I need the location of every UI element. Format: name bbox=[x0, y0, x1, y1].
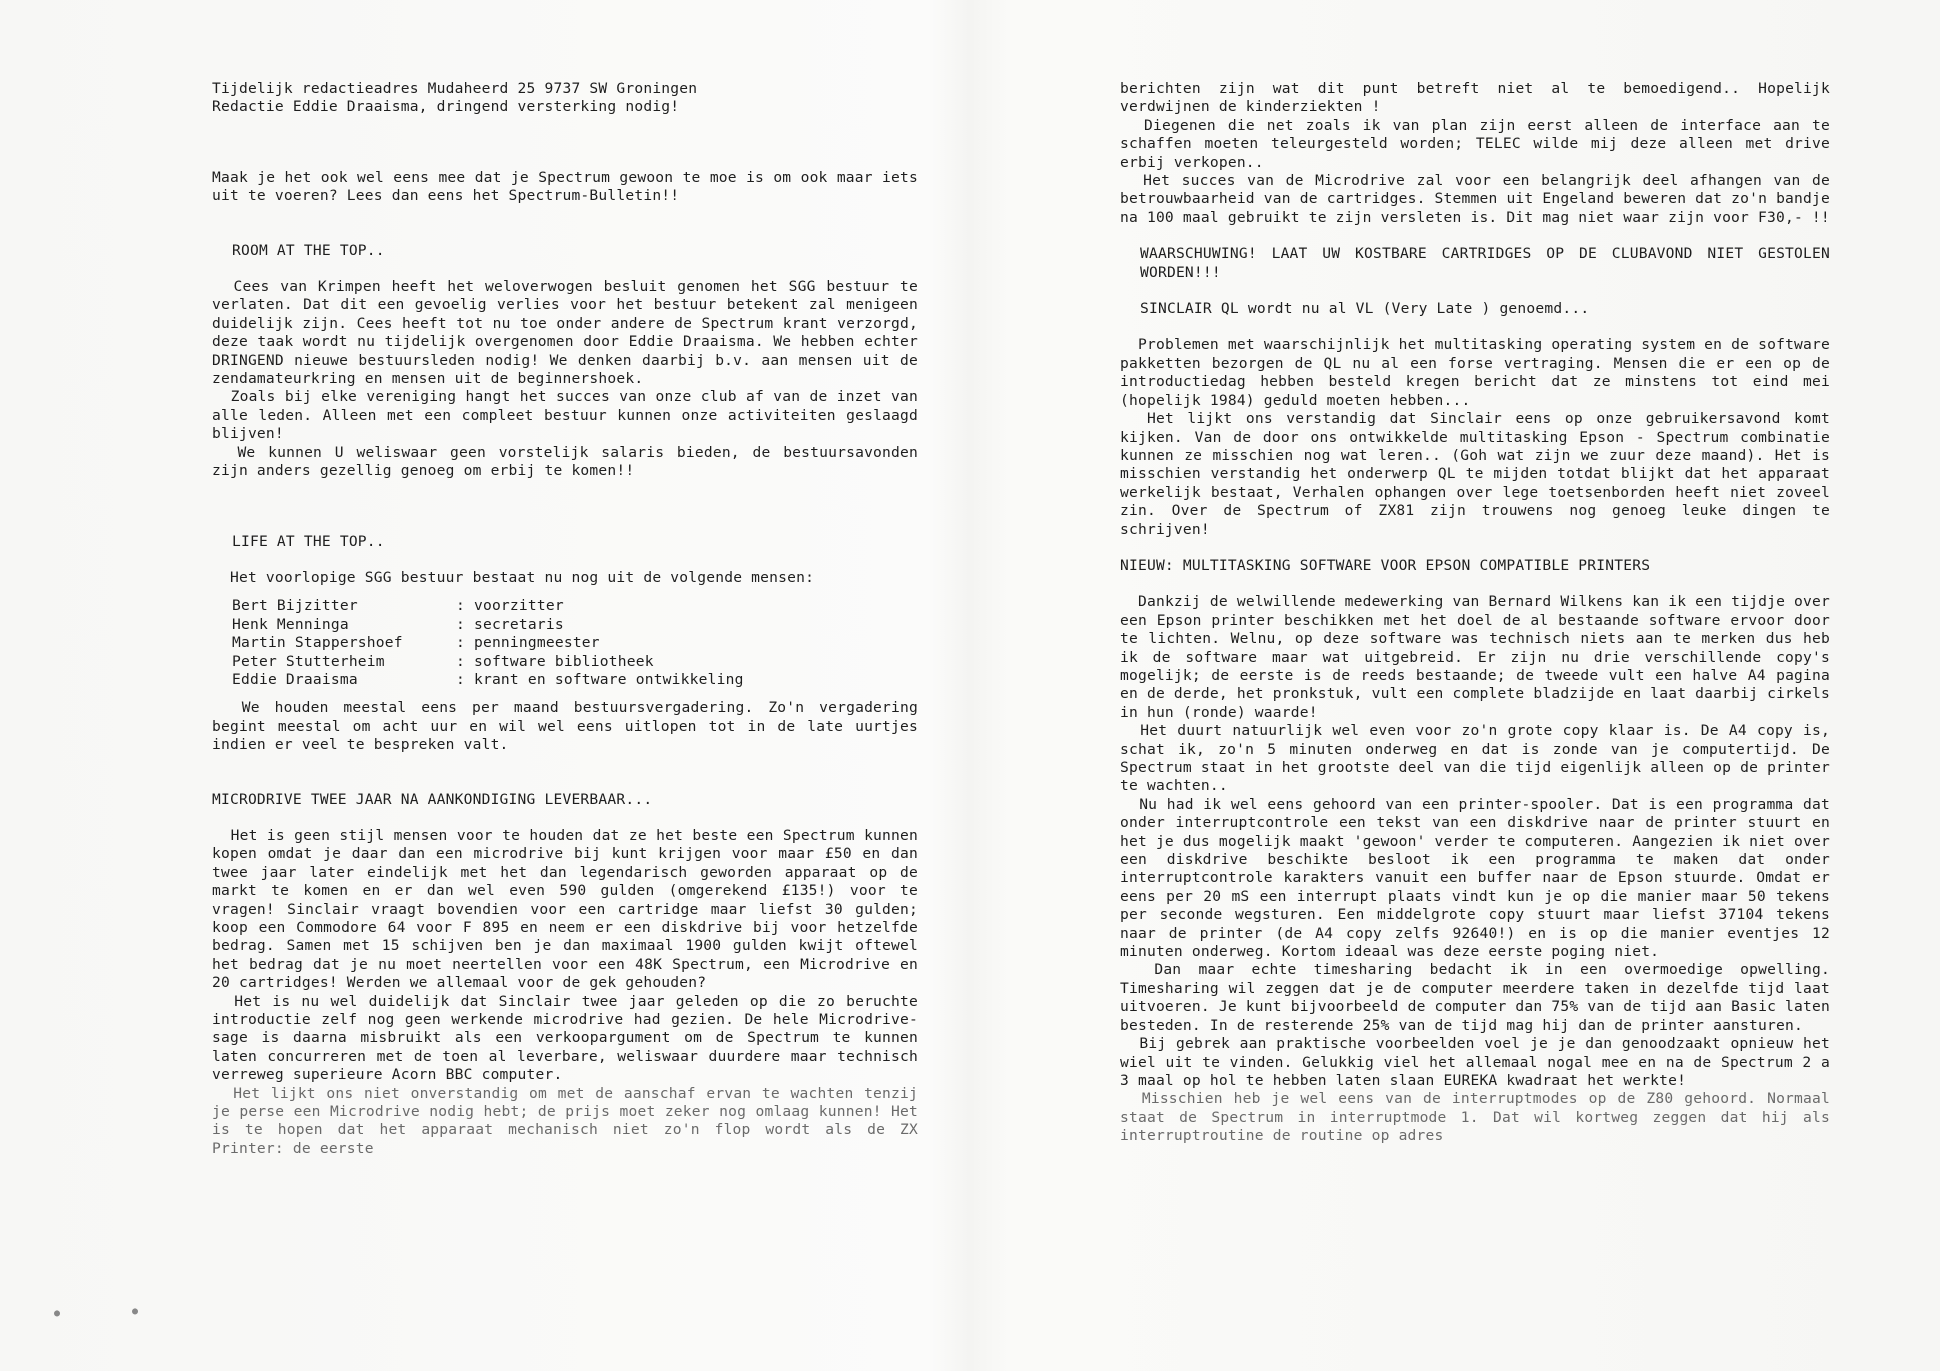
epson-paragraph-3: Nu had ik wel eens gehoord van een printer-spooler. Dat is een programma dat onder interruptcontrole een tekst van een diskdrive naar de printer stuurt en het je dus mogelijk maakt 'gewoon' verder te computeren. Aangezien ik niet over een diskdrive beschikte besloot ik een programma te maken dat onder interruptcontrole karakters vanuit een buffer naar de Epson stuurde. Omdat er eens per 20 mS een interrupt plaats vindt kun je op die manier maar 50 tekens per seconde wegsturen. Een middelgrote copy stuurt maar liefst 37104 tekens naar de printer (de A4 copy zelfs 92640!) en is op die manier eventjes 12 minuten onderweg. Kortom ideaal was deze eerste poging niet. bbox=[1120, 795, 1839, 961]
binding-hole-mark: ● bbox=[54, 1308, 61, 1319]
warning-notice: WAARSCHUWING! LAAT UW KOSTBARE CARTRIDGES OP DE CLUBAVOND NIET GESTOLEN WORDEN!!! bbox=[1140, 245, 1839, 281]
life-at-the-top-heading: LIFE AT THE TOP.. bbox=[232, 532, 385, 550]
epson-heading: NIEUW: MULTITASKING SOFTWARE VOOR EPSON COMPATIBLE PRINTERS bbox=[1120, 556, 1651, 574]
epson-paragraph-6: Misschien heb je wel eens van de interruptmodes op de Z80 gehoord. Normaal staat de Spectrum in interruptmode 1. Dat wil kortweg zeggen dat hij als interruptroutine de routine op adres bbox=[1120, 1090, 1839, 1145]
room-paragraph-1: Cees van Krimpen heeft het weloverwogen besluit genomen het SGG bestuur te verlaten. Dat dit een gevoelig verlies voor het bestuur betekent zal menigeen duidelijk zijn. Cees heeft tot nu toe onder andere de Spectrum krant verzorgd, deze taak wordt nu tijdelijk overgenomen door Eddie Draaisma. We hebben echter DRINGEND nieuwe bestuursleden nodig! We denken daarbij b.v. aan mensen uit de zendamateurkring en mensen uit de beginnershoek. bbox=[212, 278, 927, 388]
microdrive-paragraph-1: Het is geen stijl mensen voor te houden dat ze het beste een Spectrum kunnen kopen omdat je daar dan een microdrive bij kunt krijgen voor maar £50 en dan twee jaar later eindelijk met het dan legendarisch geworden apparaat op de markt te komen en er dan wel even 590 gulden (omgerekend £135!) voor te vragen! Sinclair vraagt bovendien voor een cartridge maar liefst 30 gulden; koop een Commodore 64 voor F 895 en neem er een diskdrive bij voor hetzelfde bedrag. Samen met 15 schijven ben je dan maximaal 1900 gulden kwijt oftewel het bedrag dat je nu moet neertellen voor een 48K Spectrum, een Microdrive en 20 cartridges! Werden we allemaal voor de gek gehouden? bbox=[212, 826, 927, 992]
left-column bbox=[212, 80, 927, 1158]
roster-row: Henk Menninga : secretaris bbox=[232, 615, 564, 633]
microdrive-heading: MICRODRIVE TWEE JAAR NA AANKONDIGING LEVERBAAR... bbox=[212, 790, 653, 808]
roster-row: Bert Bijzitter : voorzitter bbox=[232, 597, 564, 615]
room-at-the-top-heading: ROOM AT THE TOP.. bbox=[232, 241, 385, 259]
roster-row: Eddie Draaisma : krant en software ontwikkeling bbox=[232, 670, 744, 688]
room-paragraph-3: We kunnen U weliswaar geen vorstelijk salaris bieden, de bestuursavonden zijn anders gezellig genoeg om erbij te komen!! bbox=[212, 443, 927, 480]
continued-paragraph-2: Diegenen die net zoals ik van plan zijn eerst alleen de interface aan te schaffen moeten teleurgesteld worden; TELEC wilde mij deze alleen met drive erbij verkopen.. bbox=[1120, 116, 1839, 171]
sinclair-ql-line: SINCLAIR QL wordt nu al VL (Very Late ) genoemd... bbox=[1140, 300, 1590, 318]
room-paragraph-2: Zoals bij elke vereniging hangt het succes van onze club af van de inzet van alle leden. Alleen met een compleet bestuur kunnen onze activiteiten geslaagd blijven! bbox=[212, 388, 927, 443]
life-paragraph-1: Het voorlopige SGG bestuur bestaat nu nog uit de volgende mensen: bbox=[212, 568, 815, 586]
intro-paragraph: Maak je het ook wel eens mee dat je Spectrum gewoon te moe is om ook maar iets uit te voeren? Lees dan eens het Spectrum-Bulletin!! bbox=[212, 168, 927, 205]
microdrive-paragraph-3: Het lijkt ons niet onverstandig om met de aanschaf ervan te wachten tenzij je perse een Microdrive nodig hebt; de prijs moet zeker nog omlaag kunnen! Het is te hopen dat het apparaat mechanisch niet zo'n flop wordt als de ZX Printer: de eerste bbox=[212, 1084, 927, 1157]
continued-paragraph-3: Het succes van de Microdrive zal voor een belangrijk deel afhangen van de betrouwbaarheid van de cartridges. Stemmen uit Engeland beweren dat zo'n bandje na 100 maal gebruikt te zijn versleten is. Dit mag niet waar zijn voor F30,- !! bbox=[1120, 172, 1839, 226]
binding-hole-mark: ● bbox=[132, 1306, 139, 1317]
life-paragraph-2: We houden meestal eens per maand bestuursvergadering. Zo'n vergadering begint meestal om acht uur en wil wel eens uitlopen tot in de late uurtjes indien er veel te bespreken valt. bbox=[212, 699, 927, 754]
ql-paragraph-1: Problemen met waarschijnlijk het multitasking operating system en de software pakketten bezorgen de QL nu al een forse vertraging. Mensen die er een op de introductiedag hebben besteld kregen bericht dat ze minstens tot eind mei (hopelijk 1984) geduld moeten hebben... bbox=[1120, 336, 1839, 409]
continued-paragraph-1: berichten zijn wat dit punt betreft niet al te bemoedigend.. Hopelijk verdwijnen de kinderziekten ! bbox=[1120, 80, 1839, 116]
epson-paragraph-5: Bij gebrek aan praktische voorbeelden voel je je dan genoodzaakt opnieuw het wiel uit te vinden. Gelukkig viel het allemaal nogal mee en na de Spectrum 2 a 3 maal op hol te hebben laten slaan EUREKA kwadraat het werkte! bbox=[1120, 1035, 1839, 1089]
epson-paragraph-4: Dan maar echte timesharing bedacht ik in een overmoedige opwelling. Timesharing wil zeggen dat je de computer meerdere taken in dezelfde tijd laat uitvoeren. Je kunt bijvoorbeeld de computer dan 75% van de tijd aan Basic laten besteden. In de resterende 25% van de tijd mag hij dan de printer aansturen. bbox=[1120, 961, 1839, 1034]
editorial-address-line-1: Tijdelijk redactieadres Mudaheerd 25 9737 SW Groningen bbox=[212, 80, 698, 97]
board-roster bbox=[212, 597, 744, 689]
editorial-address-line-2: Redactie Eddie Draaisma, dringend versterking nodig! bbox=[212, 98, 680, 116]
roster-row: Peter Stutterheim : software bibliotheek bbox=[232, 652, 654, 670]
epson-paragraph-1: Dankzij de welwillende medewerking van Bernard Wilkens kan ik een tijdje over een Epson printer beschikken met het doel de al bestaande software ervoor door te lichten. Welnu, op deze software was technisch niets aan te merken dus heb ik de software maar wat uitgebreid. Er zijn nu drie verschillende copy's mogelijk; de eerste is de reeds bestaande; de tweede vult een halve A4 pagina en de derde, het pronkstuk, vult een complete bladzijde en laat daarbij cirkels in hun (ronde) waarde! bbox=[1120, 593, 1839, 721]
ql-paragraph-2: Het lijkt ons verstandig dat Sinclair eens op onze gebruikersavond komt kijken. Van de door ons ontwikkelde multitasking Epson - Spectrum combinatie kunnen ze misschien nog wat leren.. (Goh wat zijn we zuur deze maand). Het is misschien verstandig het onderwerp QL te mijden totdat blijkt dat het apparaat werkelijk bestaat, Verhalen ophangen over lege toetsenborden heeft niet zoveel zin. Over de Spectrum of ZX81 zijn trouwens nog genoeg leuke dingen te schrijven! bbox=[1120, 410, 1839, 538]
epson-paragraph-2: Het duurt natuurlijk wel even voor zo'n grote copy klaar is. De A4 copy is, schat ik, zo'n 5 minuten onderweg en dat is zonde van je computertijd. De Spectrum staat in het grootste deel van die tijd eigenlijk alleen op de printer te wachten.. bbox=[1120, 722, 1839, 795]
roster-row: Martin Stappershoef : penningmeester bbox=[232, 634, 600, 652]
right-column bbox=[1120, 80, 1839, 1146]
microdrive-paragraph-2: Het is nu wel duidelijk dat Sinclair twee jaar geleden op die zo beruchte introductie zelf nog geen werkende microdrive had gezien. De hele Microdrive-sage is daarna misbruikt als een verkoopargument om de Spectrum te kunnen laten concurreren met de toen al leverbare, weliswaar duurdere maar technisch verreweg superieure Acorn BBC computer. bbox=[212, 992, 927, 1084]
